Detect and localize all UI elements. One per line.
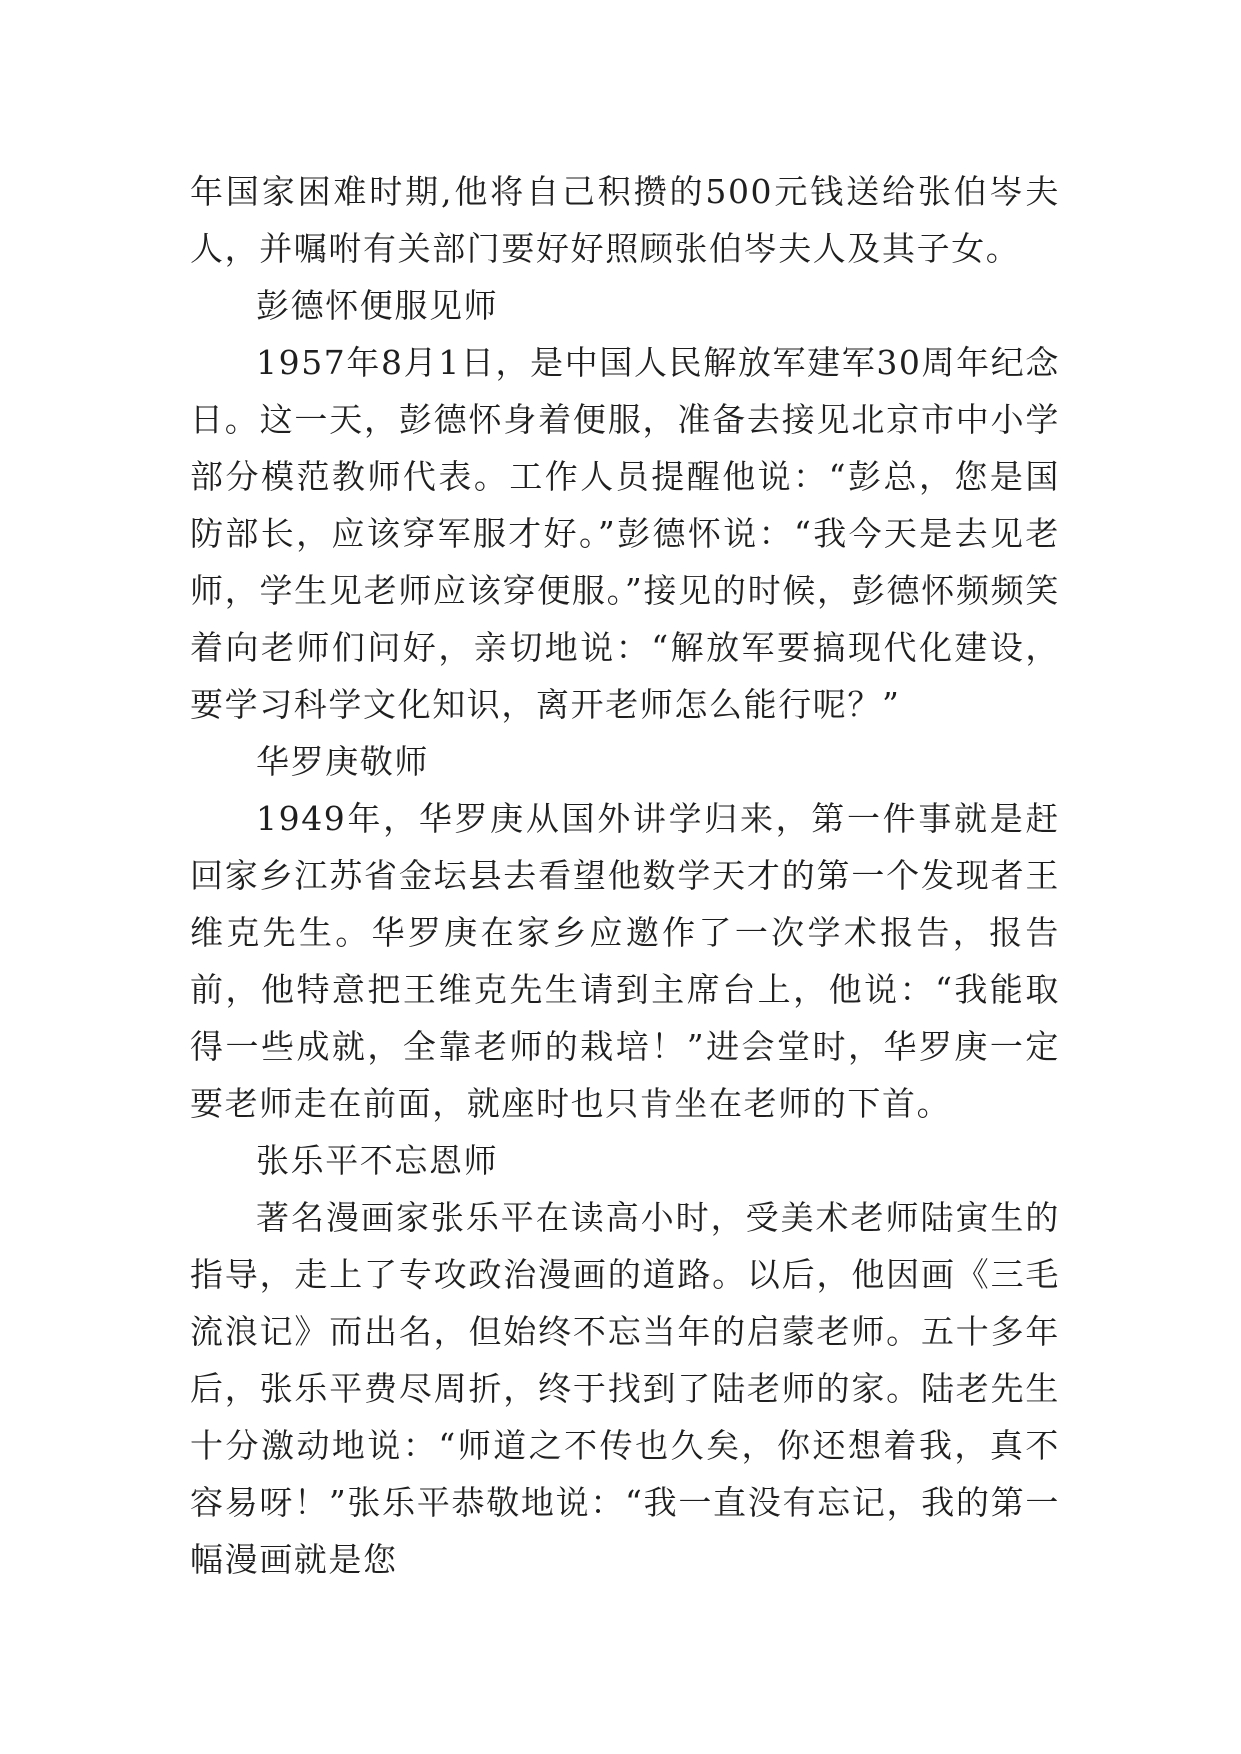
- paragraph-continuation: 年国家困难时期,他将自己积攒的500元钱送给张伯岑夫人，并嘱咐有关部门要好好照顾张伯岑夫人及其子女。: [190, 172, 1060, 268]
- document-body: [190, 163, 1060, 1588]
- section-heading-zhang-leping: 张乐平不忘恩师: [256, 1141, 499, 1180]
- paragraph-peng-dehuai: 1957年8月1日，是中国人民解放军建军30周年纪念日。这一天，彭德怀身着便服，准备去接见北京市中小学部分模范教师代表。工作人员提醒他说：“彭总，您是国防部长，应该穿军服才好。”彭德怀说：“我今天是去见老师，学生见老师应该穿便服。”接见的时候，彭德怀频频笑着向老师们问好，亲切地说：“解放军要搞现代化建设，要学习科学文化知识，离开老师怎么能行呢？”: [190, 343, 1060, 724]
- section-heading-hua-luogeng: 华罗庚敬师: [256, 742, 429, 781]
- paragraph-hua-luogeng: 1949年，华罗庚从国外讲学归来，第一件事就是赶回家乡江苏省金坛县去看望他数学天才的第一个发现者王维克先生。华罗庚在家乡应邀作了一次学术报告，报告前，他特意把王维克先生请到主席台上，他说：“我能取得一些成就，全靠老师的栽培！”进会堂时，华罗庚一定要老师走在前面，就座时也只肯坐在老师的下首。: [190, 799, 1060, 1123]
- section-heading-peng-dehuai: 彭德怀便服见师: [256, 286, 499, 325]
- paragraph-zhang-leping: 著名漫画家张乐平在读高小时，受美术老师陆寅生的指导，走上了专攻政治漫画的道路。以后，他因画《三毛流浪记》而出名，但始终不忘当年的启蒙老师。五十多年后，张乐平费尽周折，终于找到了陆老师的家。陆老先生十分激动地说：“师道之不传也久矣，你还想着我，真不容易呀！”张乐平恭敬地说：“我一直没有忘记，我的第一幅漫画就是您: [190, 1198, 1060, 1579]
